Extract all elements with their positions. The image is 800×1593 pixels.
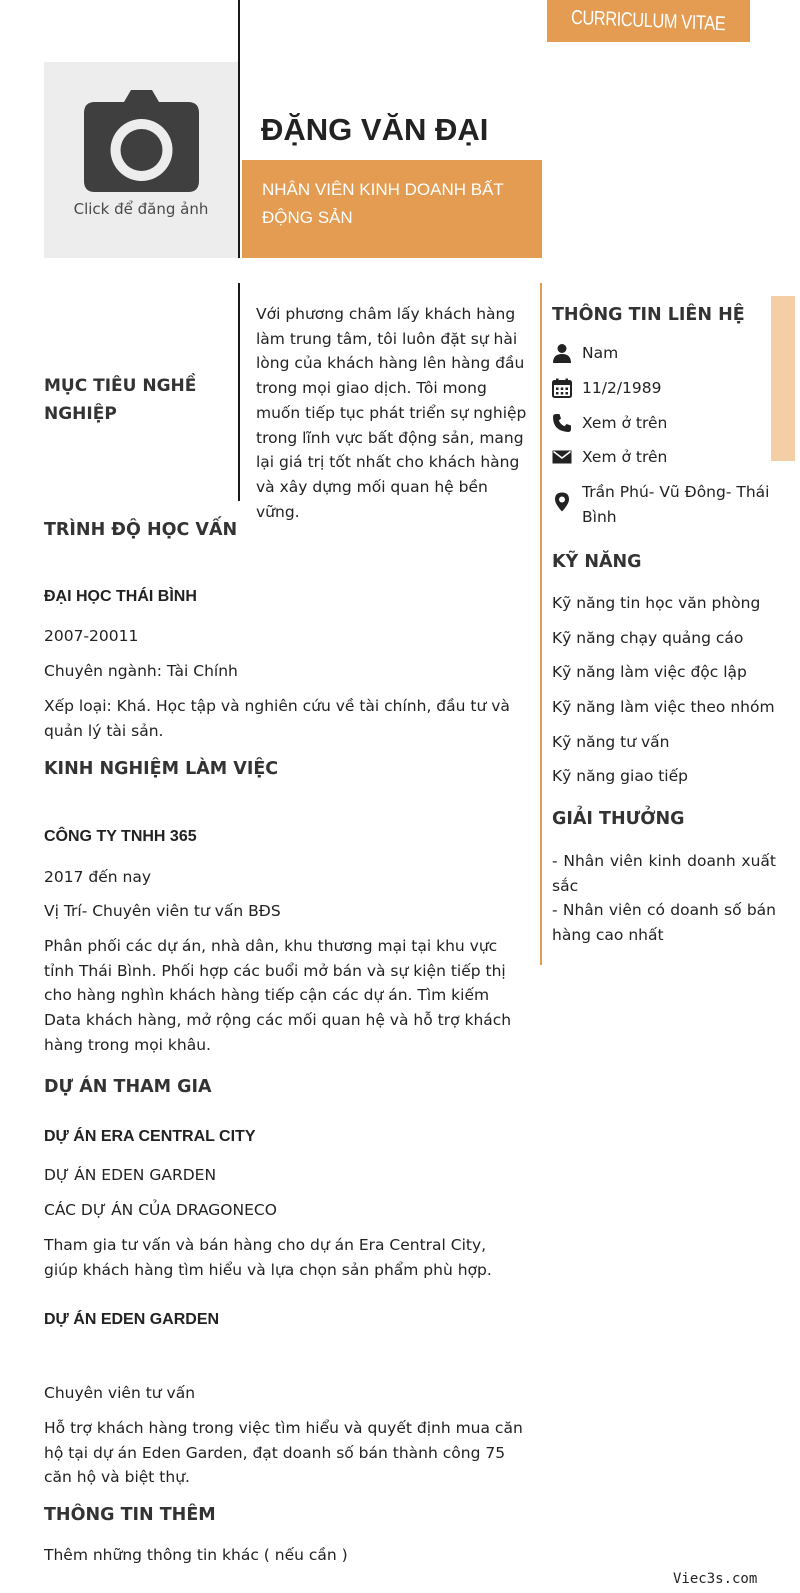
person-icon [552, 343, 572, 363]
project-2-role: Chuyên viên tư vấn [44, 1384, 196, 1402]
skills-heading: KỸ NĂNG [552, 552, 642, 572]
cv-badge [547, 0, 750, 42]
calendar-icon [552, 378, 572, 398]
experience-position: Vị Trí- Chuyên viên tư vấn BĐS [44, 902, 281, 920]
watermark: Viec3s.com [673, 1571, 758, 1587]
experience-company: CÔNG TY TNHH 365 [44, 828, 197, 845]
envelope-icon [552, 447, 572, 467]
education-school: ĐẠI HỌC THÁI BÌNH [44, 588, 197, 605]
education-period: 2007-20011 [44, 627, 139, 645]
award-item: - Nhân viên kinh doanh xuất sắc [552, 852, 776, 895]
candidate-name: ĐẶNG VĂN ĐẠI [261, 112, 489, 147]
photo-label: Click để đăng ảnh [73, 200, 209, 218]
extra-heading: THÔNG TIN THÊM [44, 1505, 216, 1525]
contact-birthday-value: 11/2/1989 [582, 379, 662, 397]
objective-heading: MỤC TIÊU NGHỀ NGHIỆP [44, 376, 197, 424]
sidebar-divider [540, 283, 542, 965]
job-title: NHÂN VIÊN KINH DOANH BẤT ĐỘNG SẢN [262, 180, 504, 227]
cv-badge-text: CURRICULUM VITAE [571, 6, 726, 36]
contact-email-value: Xem ở trên [582, 448, 668, 466]
awards-heading: GIẢI THƯỞNG [552, 809, 685, 829]
experience-period: 2017 đến nay [44, 868, 151, 886]
project-1-line-1: DỰ ÁN EDEN GARDEN [44, 1166, 217, 1184]
camera-icon [84, 90, 199, 192]
header-divider [238, 0, 240, 258]
skill-item: Kỹ năng chạy quảng cáo [552, 629, 744, 647]
skill-item: Kỹ năng tin học văn phòng [552, 594, 761, 612]
contact-address-value: Trần Phú- Vũ Đông- Thái Bình [582, 483, 770, 526]
education-major: Chuyên ngành: Tài Chính [44, 662, 238, 680]
skill-item: Kỹ năng tư vấn [552, 733, 670, 751]
skill-item: Kỹ năng làm việc độc lập [552, 663, 747, 681]
experience-heading: KINH NGHIỆM LÀM VIỆC [44, 759, 279, 779]
experience-detail: Phân phối các dự án, nhà dân, khu thương mại tại khu vực tỉnh Thái Bình. Phối hợp các buổi mở bán và sự kiện tiếp thị cho hàng nghìn khách hàng tiếp cận các dự án. Tìm kiếm Data khách hàng, mở rộng các mối quan hệ và hỗ trợ khách hàng trong mọi khâu. [44, 937, 512, 1054]
project-2-title: DỰ ÁN EDEN GARDEN [44, 1311, 220, 1328]
extra-text: Thêm những thông tin khác ( nếu cần ) [44, 1546, 348, 1564]
project-2-detail: Hỗ trợ khách hàng trong việc tìm hiểu và quyết định mua căn hộ tại dự án Eden Garden, đạt doanh số bán thành công 75 căn hộ và biệt thự. [44, 1419, 523, 1487]
objective-divider [238, 283, 240, 501]
project-1-title: DỰ ÁN ERA CENTRAL CITY [44, 1128, 256, 1145]
education-detail: Xếp loại: Khá. Học tập và nghiên cứu về tài chính, đầu tư và quản lý tài sản. [44, 697, 510, 740]
contact-gender-value: Nam [582, 344, 619, 362]
location-pin-icon [552, 492, 572, 512]
job-title-box [242, 160, 542, 258]
project-1-detail: Tham gia tư vấn và bán hàng cho dự án Era Central City, giúp khách hàng tìm hiểu và lựa chọn sản phẩm phù hợp. [44, 1236, 492, 1279]
phone-icon [552, 413, 572, 433]
contact-phone-value: Xem ở trên [582, 414, 668, 432]
projects-heading: DỰ ÁN THAM GIA [44, 1077, 212, 1097]
education-heading: TRÌNH ĐỘ HỌC VẤN [44, 520, 238, 540]
project-1-line-2: CÁC DỰ ÁN CỦA DRAGONECO [44, 1201, 277, 1219]
photo-upload[interactable] [44, 62, 238, 258]
objective-text: Với phương châm lấy khách hàng làm trung tâm, tôi luôn đặt sự hài lòng của khách hàng lên hàng đầu trong mọi giao dịch. Tôi mong muốn tiếp tục phát triển sự nghiệp trong lĩnh vực bất động sản, mang lại giá trị tốt nhất cho khách hàng và xây dựng mối quan hệ bền vững. [256, 305, 527, 521]
award-item: - Nhân viên có doanh số bán hàng cao nhất [552, 901, 776, 944]
contact-heading: THÔNG TIN LIÊN HỆ [552, 305, 745, 325]
skill-item: Kỹ năng giao tiếp [552, 767, 688, 785]
skill-item: Kỹ năng làm việc theo nhóm [552, 698, 775, 716]
